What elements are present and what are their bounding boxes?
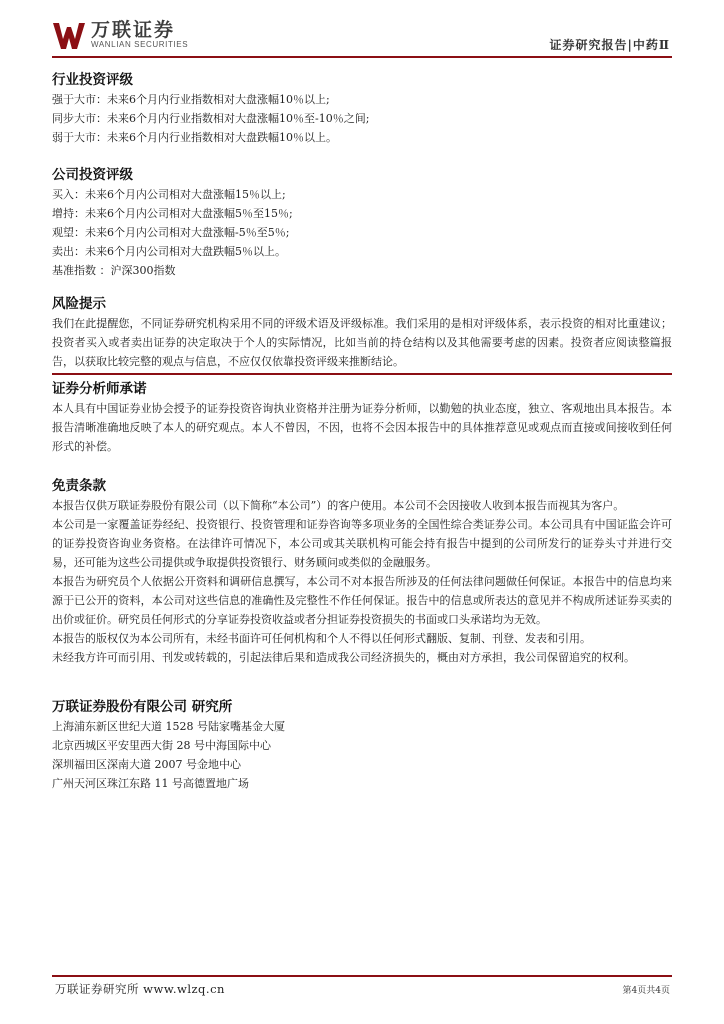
analyst-title: 证券分析师承诺 (52, 381, 147, 397)
footer-divider (52, 975, 672, 977)
report-type-label: 证券研究报告|中药Ⅱ (549, 38, 670, 52)
page-header (52, 18, 672, 54)
risk-text: 我们在此提醒您，不同证券研究机构采用不同的评级术语及评级标准。我们采用的是相对评级体系，表示投资的相对比重建议；投资者买入或者卖出证券的决定取决于个人的实际情况，比如当前的持仓结构以及其他需要考虑的因素。投资者应阅读整篇报告，以获取比较完整的观点与信息，不应仅仅依靠投资评级来推断结论。 (52, 317, 672, 368)
disclaimer-title: 免责条款 (52, 478, 106, 494)
industry-rating-line: 强于大市：未来6个月内行业指数相对大盘涨幅10％以上; (52, 93, 330, 106)
company-rating-title: 公司投资评级 (52, 167, 133, 183)
analyst-text: 本人具有中国证券业协会授予的证券投资咨询执业资格并注册为证券分析师，以勤勉的执业态度，独立、客观地出具本报告。本报告清晰准确地反映了本人的研究观点。本人不曾因，不因，也将不会因本报告中的具体推荐意见或观点而直接或间接收到任何形式的补偿。 (52, 402, 672, 453)
company-address: 北京西城区平安里西大街 28 号中海国际中心 (52, 739, 271, 752)
industry-rating-line: 同步大市：未来6个月内行业指数相对大盘涨幅10％至-10％之间; (52, 112, 370, 125)
analyst-divider (52, 373, 672, 375)
company-rating-line: 增持：未来6个月内公司相对大盘涨幅5％至15％; (52, 207, 293, 220)
header-divider (52, 56, 672, 58)
page-number: 第4页共4页 (622, 986, 670, 996)
company-logo (52, 20, 188, 52)
disclaimer-paragraph: 未经我方许可而引用、刊发或转载的，引起法律后果和造成我公司经济损失的，概由对方承担，我公司保留追究的权利。 (52, 651, 635, 664)
company-rating-line: 观望：未来6个月内公司相对大盘涨幅-5％至5％; (52, 226, 290, 239)
logo-chinese-name: 万联证券 (91, 19, 176, 41)
disclaimer-paragraph: 本公司是一家覆盖证券经纪、投资银行、投资管理和证券咨询等多项业务的全国性综合类证券公司。本公司具有中国证监会许可的证券投资咨询业务资格。在法律许可情况下，本公司或其关联机构可能会持有报告中提到的公司所发行的证券头寸并进行交易，还可能为这些公司提供或争取提供投资银行、财务顾问或类似的金融服务。 (52, 518, 672, 569)
industry-rating-line: 弱于大市：未来6个月内行业指数相对大盘跌幅10％以上。 (52, 131, 337, 144)
wanlian-logo-icon (52, 20, 86, 50)
company-rating-line: 卖出：未来6个月内公司相对大盘跌幅5％以上。 (52, 245, 286, 258)
company-address: 上海浦东新区世纪大道 1528 号陆家嘴基金大厦 (52, 720, 285, 733)
risk-title: 风险提示 (52, 296, 106, 312)
industry-rating-title: 行业投资评级 (52, 72, 133, 88)
disclaimer-paragraph: 本报告为研究员个人依据公开资料和调研信息撰写，本公司不对本报告所涉及的任何法律问题做任何保证。本报告中的信息均来源于已公开的资料，本公司对这些信息的准确性及完整性不作任何保证。报告中的信息或所表达的意见并不构成所述证券买卖的出价或征价。研究员任何形式的分享证券投资收益或者分担证券投资损失的书面或口头承诺均为无效。 (52, 575, 672, 626)
company-address: 深圳福田区深南大道 2007 号金地中心 (52, 758, 241, 771)
company-rating-line: 买入：未来6个月内公司相对大盘涨幅15％以上; (52, 188, 286, 201)
disclaimer-paragraph: 本报告仅供万联证券股份有限公司（以下简称“本公司”）的客户使用。本公司不会因接收人收到本报告而视其为客户。 (52, 499, 625, 512)
logo-english-name: WANLIAN SECURITIES (91, 40, 189, 49)
disclaimer-paragraph: 本报告的版权仅为本公司所有，未经书面许可任何机构和个人不得以任何形式翻版、复制、刊登、发表和引用。 (52, 632, 591, 645)
footer-source: 万联证券研究所 www.wlzq.cn (55, 982, 225, 996)
company-address: 广州天河区珠江东路 11 号高德置地广场 (52, 777, 249, 790)
benchmark-index: 基准指数 ：沪深300指数 (52, 264, 176, 277)
page-content (52, 62, 672, 793)
logo-text (91, 20, 188, 50)
company-title: 万联证券股份有限公司 研究所 (52, 699, 233, 715)
